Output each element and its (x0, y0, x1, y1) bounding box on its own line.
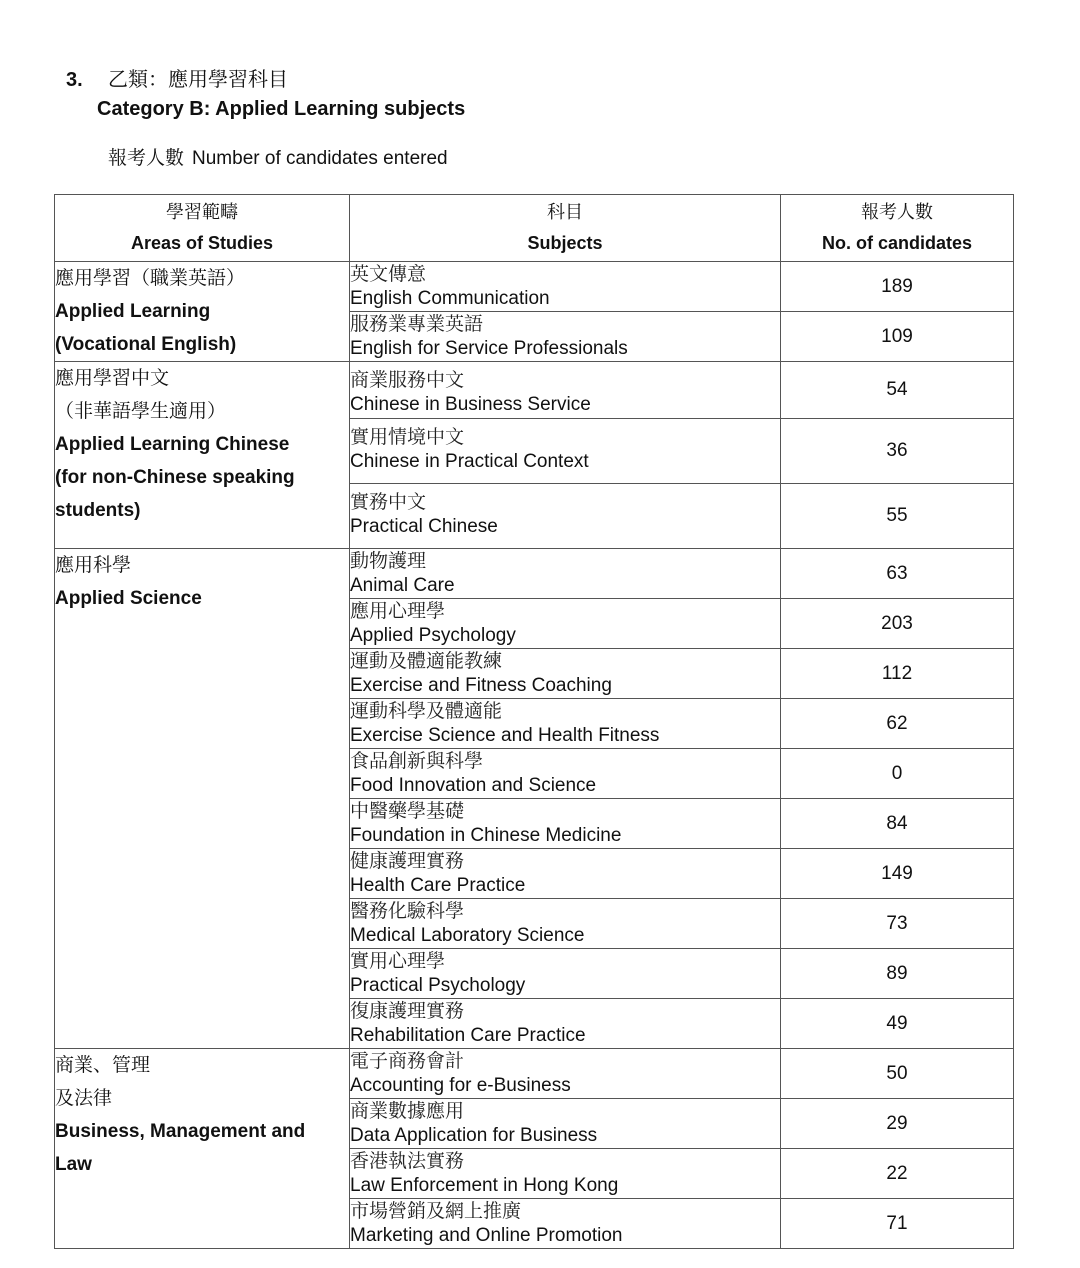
subject-cell (350, 362, 781, 419)
header-candidates: 報考人數 No. of candidates (781, 195, 1014, 262)
subject-name-en: Chinese in Practical Context (350, 451, 589, 472)
subtitle-en: Number of candidates entered (192, 148, 448, 169)
subject-name-en: Data Application for Business (350, 1125, 598, 1146)
candidate-count: 55 (781, 484, 1014, 549)
subject-name-zh: 商業服務中文 (350, 369, 465, 391)
subject-cell (350, 899, 781, 949)
subject-name-zh: 香港執法實務 (350, 1150, 465, 1172)
candidate-count: 73 (781, 899, 1014, 949)
subject-name-zh: 應用心理學 (350, 600, 446, 622)
area-name-zh: 商業、管理 (55, 1054, 151, 1076)
subject-name-en: Exercise Science and Health Fitness (350, 725, 660, 746)
subject-cell (350, 1049, 781, 1099)
subject-name-en: Food Innovation and Science (350, 775, 597, 796)
header-areas: 學習範疇 Areas of Studies (55, 195, 350, 262)
subject-name-en: Foundation in Chinese Medicine (350, 825, 622, 846)
section-heading (66, 64, 465, 124)
table-row (55, 549, 1014, 599)
subject-name-en: Marketing and Online Promotion (350, 1225, 623, 1246)
subject-name-zh: 服務業專業英語 (350, 313, 484, 335)
candidate-count: 29 (781, 1099, 1014, 1149)
table-subtitle (108, 144, 448, 172)
subject-cell (350, 649, 781, 699)
subject-name-zh: 實用情境中文 (350, 426, 465, 448)
subject-name-en: Law Enforcement in Hong Kong (350, 1175, 619, 1196)
subject-name-zh: 實務中文 (350, 491, 427, 513)
subject-name-zh: 商業數據應用 (350, 1100, 465, 1122)
candidate-count: 203 (781, 599, 1014, 649)
subject-name-en: Rehabilitation Care Practice (350, 1025, 586, 1046)
candidate-count: 71 (781, 1199, 1014, 1249)
subject-name-en: Practical Chinese (350, 516, 498, 537)
area-name-zh: 應用學習（職業英語） (55, 267, 246, 289)
subject-name-zh: 運動科學及體適能 (350, 700, 503, 722)
subject-cell (350, 999, 781, 1049)
table-row (55, 262, 1014, 312)
subtitle-zh: 報考人數 (108, 147, 185, 169)
area-name-zh: 應用學習中文 (55, 367, 170, 389)
candidate-count: 62 (781, 699, 1014, 749)
area-name-zh: 及法律 (55, 1087, 113, 1109)
subject-name-zh: 市場營銷及網上推廣 (350, 1200, 522, 1222)
subject-name-zh: 食品創新與科學 (350, 750, 484, 772)
candidate-count: 36 (781, 419, 1014, 484)
subject-cell (350, 484, 781, 549)
area-cell (55, 549, 350, 1049)
subject-name-zh: 醫務化驗科學 (350, 900, 465, 922)
area-name-en: Applied Learning Chinese (55, 434, 290, 455)
subject-name-zh: 復康護理實務 (350, 1000, 465, 1022)
header-subjects: 科目 Subjects (350, 195, 781, 262)
area-name-en: Business, Management and (55, 1121, 306, 1142)
subject-cell (350, 549, 781, 599)
area-name-zh: 應用科學 (55, 554, 132, 576)
section-title-zh: 乙類：應用學習科目 (108, 67, 288, 91)
section-number: 3. (66, 69, 83, 91)
subject-name-en: Practical Psychology (350, 975, 526, 996)
area-name-en: Law (55, 1154, 92, 1175)
area-cell (55, 1049, 350, 1249)
subject-name-zh: 動物護理 (350, 550, 427, 572)
area-name-en: Applied Learning (55, 301, 211, 322)
subject-cell (350, 749, 781, 799)
subject-name-en: Exercise and Fitness Coaching (350, 675, 612, 696)
candidate-count: 0 (781, 749, 1014, 799)
subject-name-zh: 英文傳意 (350, 263, 427, 285)
candidate-count: 89 (781, 949, 1014, 999)
candidate-count: 112 (781, 649, 1014, 699)
subject-name-zh: 實用心理學 (350, 950, 446, 972)
table-header-row (55, 195, 1014, 262)
area-name-en: Applied Science (55, 588, 202, 609)
subject-name-en: English for Service Professionals (350, 338, 628, 359)
subject-cell (350, 849, 781, 899)
candidate-count: 189 (781, 262, 1014, 312)
subject-cell (350, 949, 781, 999)
subject-name-en: Animal Care (350, 575, 455, 596)
subject-cell (350, 699, 781, 749)
subject-cell (350, 312, 781, 362)
candidate-count: 149 (781, 849, 1014, 899)
area-name-en: students) (55, 500, 141, 521)
subject-name-en: Chinese in Business Service (350, 394, 591, 415)
subject-name-zh: 中醫藥學基礎 (350, 800, 465, 822)
subject-cell (350, 1149, 781, 1199)
candidate-count: 22 (781, 1149, 1014, 1199)
subject-name-en: Applied Psychology (350, 625, 516, 646)
table-row (55, 1049, 1014, 1099)
subject-cell (350, 1099, 781, 1149)
subject-name-en: English Communication (350, 288, 550, 309)
area-name-zh: （非華語學生適用） (55, 400, 227, 422)
area-cell (55, 262, 350, 362)
subject-name-zh: 電子商務會計 (350, 1050, 465, 1072)
subject-cell (350, 799, 781, 849)
subject-name-en: Health Care Practice (350, 875, 526, 896)
candidate-count: 109 (781, 312, 1014, 362)
subject-cell (350, 262, 781, 312)
candidate-count: 49 (781, 999, 1014, 1049)
candidates-table (54, 194, 1014, 1249)
area-name-en: (Vocational English) (55, 334, 237, 355)
subject-name-en: Accounting for e-Business (350, 1075, 571, 1096)
area-cell (55, 362, 350, 549)
subject-name-zh: 健康護理實務 (350, 850, 465, 872)
candidate-count: 63 (781, 549, 1014, 599)
candidate-count: 84 (781, 799, 1014, 849)
candidate-count: 50 (781, 1049, 1014, 1099)
subject-name-zh: 運動及體適能教練 (350, 650, 503, 672)
section-title-en: Category B: Applied Learning subjects (97, 98, 466, 120)
candidate-count: 54 (781, 362, 1014, 419)
area-name-en: (for non-Chinese speaking (55, 467, 295, 488)
table-row (55, 362, 1014, 419)
subject-cell (350, 1199, 781, 1249)
subject-cell (350, 419, 781, 484)
subject-cell (350, 599, 781, 649)
subject-name-en: Medical Laboratory Science (350, 925, 585, 946)
